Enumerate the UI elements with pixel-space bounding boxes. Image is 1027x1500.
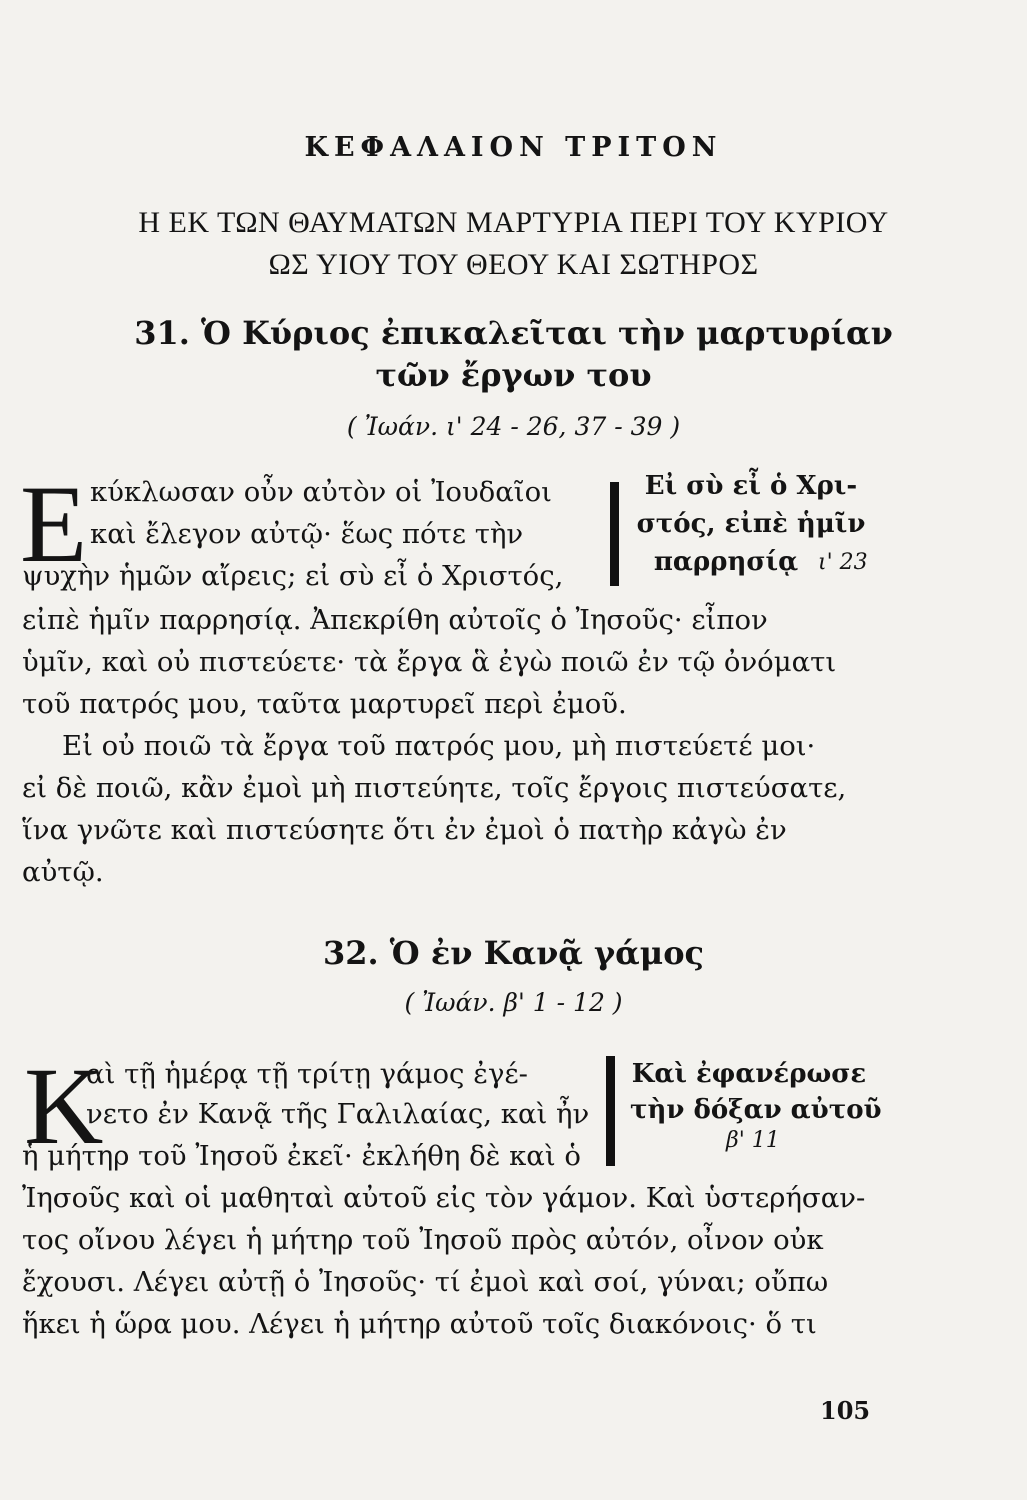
section-31-title-line-2: τῶν ἔργων του bbox=[375, 356, 652, 394]
section-32-line-7: ἥκει ἡ ὥρα μου. Λέγει ἡ μήτηρ αὐτοῦ τοῖς διακόνοις· ὅ τι bbox=[22, 1308, 817, 1340]
section-32-line-5: τος οἴνου λέγει ἡ μήτηρ τοῦ Ἰησοῦ πρὸς αὐτόν, οἶνον οὐκ bbox=[22, 1224, 824, 1256]
section-32-title: 32. Ὁ ἐν Κανᾷ γάμος bbox=[322, 934, 705, 972]
section-32-side-reference: β' 11 bbox=[726, 1128, 780, 1153]
chapter-title: ΚΕΦΑΛΑΙΟΝ ΤΡΙΤΟΝ bbox=[304, 132, 723, 163]
section-32-line-4: Ἰησοῦς καὶ οἱ μαθηταὶ αὐτοῦ εἰς τὸν γάμον. Καὶ ὑστερήσαν- bbox=[22, 1182, 866, 1214]
page-number: 105 bbox=[820, 1396, 871, 1425]
section-31-line-3: ψυχὴν ἡμῶν αἴρεις; εἰ σὺ εἶ ὁ Χριστός, bbox=[22, 560, 564, 592]
section-31-margin-bar bbox=[610, 482, 619, 586]
section-32-reference: ( Ἰωάν. β' 1 - 12 ) bbox=[404, 988, 623, 1017]
section-32-line-2: νετο ἐν Κανᾷ τῆς Γαλιλαίας, καὶ ἦν bbox=[86, 1098, 590, 1130]
section-31-line-2: καὶ ἔλεγον αὐτῷ· ἕως πότε τὴν bbox=[90, 518, 524, 550]
section-31-side-reference: ι' 23 bbox=[818, 550, 868, 575]
section-31-line-6: τοῦ πατρός μου, ταῦτα μαρτυρεῖ περὶ ἐμοῦ. bbox=[22, 688, 627, 720]
section-32-side-note-line-1: Καὶ ἐφανέρωσε bbox=[631, 1059, 867, 1089]
section-31-title-line-1: 31. Ὁ Κύριος ἐπικαλεῖται τὴν μαρτυρίαν bbox=[134, 314, 893, 352]
section-31-side-note-line-2: στός, εἰπὲ ἡμῖν bbox=[636, 509, 866, 539]
section-32-line-6: ἔχουσι. Λέγει αὐτῇ ὁ Ἰησοῦς· τί ἐμοὶ καὶ σοί, γύναι; οὔπω bbox=[22, 1266, 829, 1298]
section-31-side-note-line-1: Εἰ σὺ εἶ ὁ Χρι- bbox=[644, 471, 858, 501]
section-32-side-note-line-2: τὴν δόξαν αὐτοῦ bbox=[630, 1095, 882, 1125]
section-31-side-note-line-3: παρρησίᾳ bbox=[653, 547, 799, 577]
section-31-line-5: ὑμῖν, καὶ οὐ πιστεύετε· τὰ ἔργα ἃ ἐγὼ ποιῶ ἐν τῷ ὀνόματι bbox=[22, 646, 837, 678]
chapter-subtitle-line-1: Η ΕΚ ΤΩΝ ΘΑΥΜΑΤΩΝ ΜΑΡΤΥΡΙΑ ΠΕΡΙ ΤΟΥ ΚΥΡΙΟΥ bbox=[138, 206, 889, 239]
section-31-line-7: Εἰ οὐ ποιῶ τὰ ἔργα τοῦ πατρός μου, μὴ πιστεύετέ μοι· bbox=[62, 730, 816, 762]
section-32-line-3: ἡ μήτηρ τοῦ Ἰησοῦ ἐκεῖ· ἐκλήθη δὲ καὶ ὁ bbox=[22, 1140, 581, 1172]
section-31-drop-cap: Ε bbox=[20, 463, 88, 585]
section-31-line-9: ἵνα γνῶτε καὶ πιστεύσητε ὅτι ἐν ἐμοὶ ὁ πατὴρ κἀγὼ ἐν bbox=[22, 814, 787, 846]
section-31-line-10: αὐτῷ. bbox=[22, 856, 104, 888]
section-32-drop-cap: Κ bbox=[24, 1045, 104, 1167]
chapter-subtitle-line-2: ΩΣ ΥΙΟΥ ΤΟΥ ΘΕΟΥ ΚΑΙ ΣΩΤΗΡΟΣ bbox=[268, 248, 759, 281]
section-31-line-4: εἰπὲ ἡμῖν παρρησίᾳ. Ἀπεκρίθη αὐτοῖς ὁ Ἰησοῦς· εἶπον bbox=[22, 604, 768, 636]
section-32-margin-bar bbox=[606, 1056, 615, 1166]
section-31-reference: ( Ἰωάν. ι' 24 - 26, 37 - 39 ) bbox=[346, 412, 681, 441]
section-31-line-8: εἰ δὲ ποιῶ, κἂν ἐμοὶ μὴ πιστεύητε, τοῖς ἔργοις πιστεύσατε, bbox=[22, 772, 847, 804]
section-31-line-1: κύκλωσαν οὖν αὐτὸν οἱ Ἰουδαῖοι bbox=[90, 476, 552, 508]
section-32-line-1: αὶ τῇ ἡμέρᾳ τῇ τρίτῃ γάμος ἐγέ- bbox=[86, 1058, 528, 1090]
